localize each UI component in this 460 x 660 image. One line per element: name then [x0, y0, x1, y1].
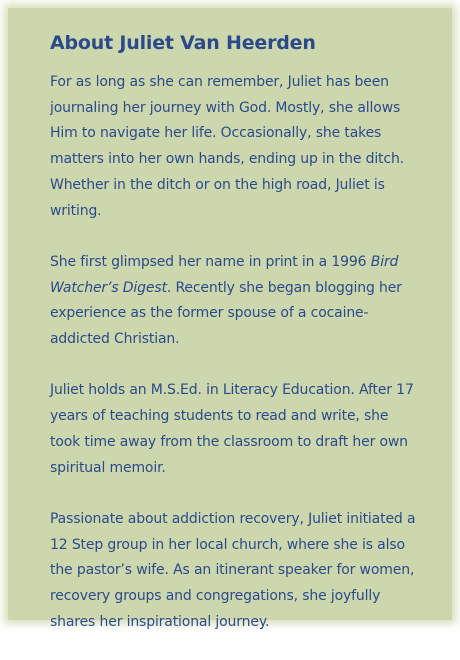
- bio-card: [8, 8, 452, 630]
- publication-title: Bird Watcher’s Digest: [50, 253, 399, 296]
- bio-paragraph-2-end: . Recently she began blogging her experience as the former spouse of a cocaine-addicted Christian.: [50, 279, 402, 348]
- bio-paragraph-2-start: She first glimpsed her name in print in a 1996: [50, 253, 371, 270]
- bio-title: About Juliet Van Heerden: [50, 32, 316, 54]
- bio-paragraph-4: Passionate about addiction recovery, Juliet initiated a 12 Step group in her local church, where she is also the pastor’s wife. As an itinerant speaker for women, recovery groups and congregations, she joyfully shares her inspirational journey.: [50, 510, 416, 630]
- bio-paragraph-2: [50, 250, 416, 353]
- bio-paragraph-1: For as long as she can remember, Juliet has been journaling her journey with God. Mostly, she allows Him to navigate her life. Occasionally, she takes matters into her own hands, ending up in the ditch. Whether in the ditch or on the high road, Juliet is writing.: [50, 74, 404, 219]
- bio-paragraph-3: Juliet holds an M.S.Ed. in Literacy Education. After 17 years of teaching students to read and write, she took time away from the classroom to draft her own spiritual memoir.: [50, 382, 414, 476]
